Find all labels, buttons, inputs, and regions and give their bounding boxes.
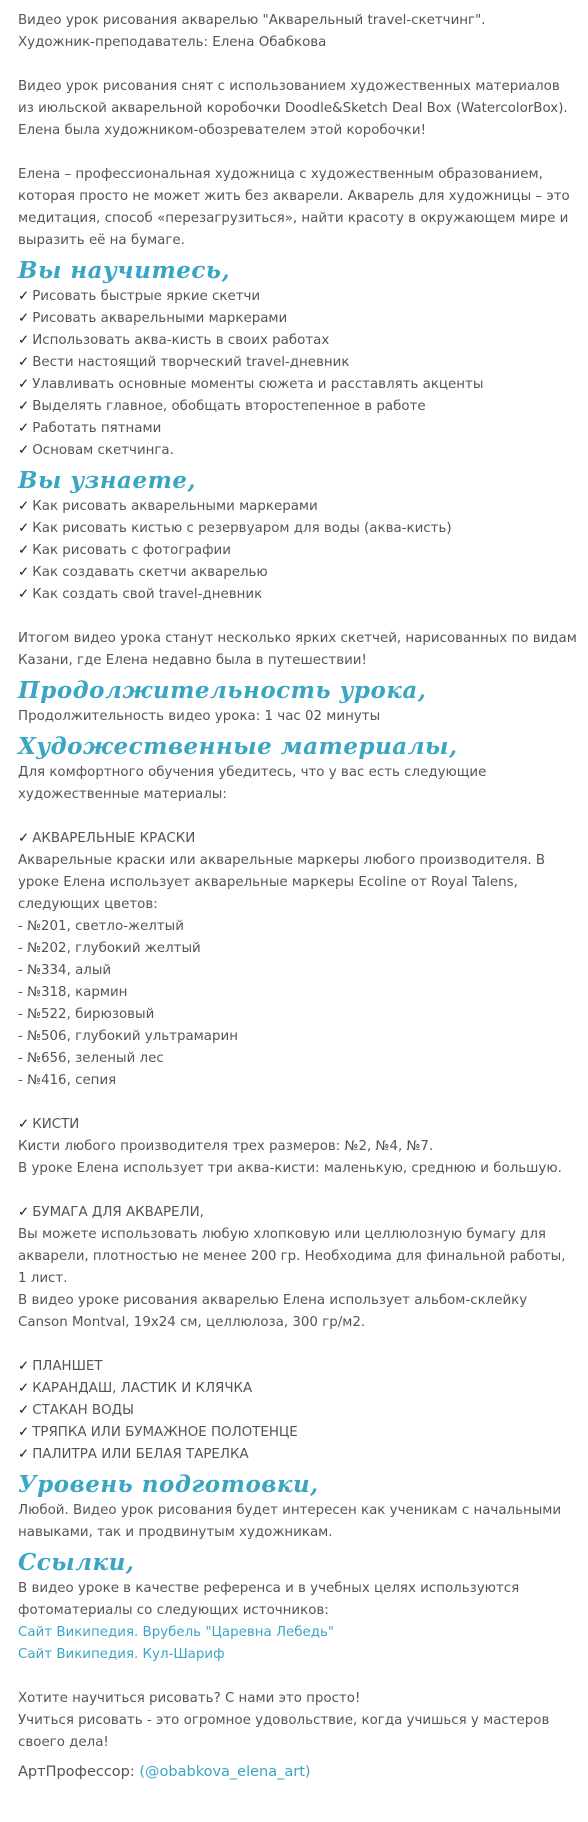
summary-text: Итогом видео урока станут несколько ярких скетчей, нарисованных по видам Казани, где Елена недавно была в путешествии! — [18, 631, 577, 668]
check-icon: ✓ — [18, 377, 30, 392]
paper-text-1: Вы можете использовать любую хлопковую или целлюлозную бумагу для акварели, плотностью не менее 200 гр. Необходима для финальной работы, 1 лист. — [18, 1227, 566, 1286]
paints-title: ✓ АКВАРЕЛЬНЫЕ КРАСКИ — [18, 831, 196, 846]
paper-text-2: В видео уроке рисования акварелью Елена использует альбом-склейку Canson Montval, 19x24 см, целлюлоза, 300 гр/м2. — [18, 1293, 528, 1330]
list-item: - №334, алый — [18, 963, 112, 978]
list-item: - №506, глубокий ультрамарин — [18, 1029, 238, 1044]
list-item: - №318, кармин — [18, 985, 128, 1000]
list-item: - №656, зеленый лес — [18, 1051, 164, 1066]
brushes-line-1: Кисти любого производителя трех размеров: №2, №4, №7. — [18, 1139, 434, 1154]
list-item: ✓ Выделять главное, обобщать второстепенное в работе — [18, 399, 426, 414]
materials-intro: Для комфортного обучения убедитесь, что у вас есть следующие художественные материалы: — [18, 765, 487, 802]
check-icon: ✓ — [18, 421, 30, 436]
list-item: ✓ ПЛАНШЕТ — [18, 1359, 103, 1374]
materials-heading: Художественные материалы, — [18, 733, 458, 760]
check-icon: ✓ — [18, 521, 30, 536]
list-item: ✓ Основам скетчинга. — [18, 443, 174, 458]
check-icon: ✓ — [18, 499, 30, 514]
intro-paragraph-2: Елена – профессиональная художница с художественным образованием, которая просто не может жить без акварели. Акварель для художницы – это медитация, способ «перезагрузиться», найти красоту в окружающем мире и выразить её на бумаге. — [18, 167, 570, 248]
list-item: ✓ Как создать свой travel-дневник — [18, 587, 263, 602]
list-item: ✓ Рисовать акварельными маркерами — [18, 311, 288, 326]
paper-title: ✓ БУМАГА ДЛЯ АКВАРЕЛИ, — [18, 1205, 204, 1220]
outro-line-2: Учиться рисовать - это огромное удовольствие, когда учишься у мастеров своего дела! — [18, 1713, 550, 1750]
list-item: ✓ Вести настоящий творческий travel-дневник — [18, 355, 350, 370]
list-item: ✓ КАРАНДАШ, ЛАСТИК И КЛЯЧКА — [18, 1381, 253, 1396]
level-text: Любой. Видео урок рисования будет интересен как ученикам с начальными навыками, так и продвинутым художникам. — [18, 1503, 562, 1540]
outro-line-1: Хотите научиться рисовать? С нами это просто! — [18, 1691, 361, 1706]
check-icon: ✓ — [18, 443, 30, 458]
check-icon: ✓ — [18, 311, 30, 326]
check-icon: ✓ — [18, 1425, 30, 1440]
extra-materials-list — [18, 1356, 578, 1466]
link-kul-sharif[interactable]: Сайт Википедия. Кул-Шариф — [18, 1647, 225, 1662]
check-icon: ✓ — [18, 543, 30, 558]
know-heading: Вы узнаете, — [18, 467, 197, 494]
paints-text: Акварельные краски или акварельные маркеры любого производителя. В уроке Елена использует акварельные маркеры Ecoline от Royal Talens, следующих цветов: — [18, 853, 546, 912]
author-link[interactable]: (@obabkova_elena_art) — [139, 1764, 311, 1780]
list-item: - №201, светло-желтый — [18, 919, 184, 934]
check-icon: ✓ — [18, 1381, 30, 1396]
links-text: В видео уроке в качестве референса и в учебных целях используются фотоматериалы со следующих источников: — [18, 1581, 520, 1618]
author-label: АртПрофессор: — [18, 1764, 135, 1780]
author-line — [18, 1760, 578, 1784]
list-item: - №202, глубокий желтый — [18, 941, 201, 956]
check-icon: ✓ — [18, 289, 30, 304]
list-item: ✓ ПАЛИТРА ИЛИ БЕЛАЯ ТАРЕЛКА — [18, 1447, 249, 1462]
learn-heading: Вы научитесь, — [18, 257, 231, 284]
list-item: - №416, сепия — [18, 1073, 117, 1088]
list-item: ✓ СТАКАН ВОДЫ — [18, 1403, 134, 1418]
intro-line-2: Художник-преподаватель: Елена Обабкова — [18, 35, 327, 50]
list-item: ✓ Как создавать скетчи акварелью — [18, 565, 268, 580]
check-icon: ✓ — [18, 587, 30, 602]
link-vrubel[interactable]: Сайт Википедия. Врубель "Царевна Лебедь" — [18, 1625, 335, 1640]
check-icon: ✓ — [18, 1205, 30, 1220]
list-item: ✓ Улавливать основные моменты сюжета и расставлять акценты — [18, 377, 484, 392]
list-item: ✓ ТРЯПКА ИЛИ БУМАЖНОЕ ПОЛОТЕНЦЕ — [18, 1425, 298, 1440]
list-item: ✓ Работать пятнами — [18, 421, 162, 436]
list-item: ✓ Как рисовать с фотографии — [18, 543, 231, 558]
colors-list — [18, 916, 578, 1092]
know-list — [18, 496, 578, 606]
check-icon: ✓ — [18, 399, 30, 414]
list-item: - №522, бирюзовый — [18, 1007, 155, 1022]
check-icon: ✓ — [18, 1359, 30, 1374]
brushes-line-2: В уроке Елена использует три аква-кисти: маленькую, среднюю и большую. — [18, 1161, 562, 1176]
duration-text: Продолжительность видео урока: 1 час 02 минуты — [18, 709, 381, 724]
links-heading: Ссылки, — [18, 1549, 135, 1576]
list-item: ✓ Использовать аква-кисть в своих работах — [18, 333, 330, 348]
list-item: ✓ Как рисовать кистью с резервуаром для воды (аква-кисть) — [18, 521, 452, 536]
check-icon: ✓ — [18, 565, 30, 580]
check-icon: ✓ — [18, 333, 30, 348]
duration-heading: Продолжительность урока, — [18, 677, 427, 704]
brushes-title: ✓ КИСТИ — [18, 1117, 80, 1132]
check-icon: ✓ — [18, 355, 30, 370]
check-icon: ✓ — [18, 831, 30, 846]
intro-paragraph-1: Видео урок рисования снят с использованием художественных материалов из июльской акварельной коробочки Doodle&Sketch Deal Box (WatercolorBox). Елена была художником-обозревателем этой коробочки! — [18, 79, 568, 138]
list-item: ✓ Рисовать быстрые яркие скетчи — [18, 289, 261, 304]
intro-line-1: Видео урок рисования акварелью "Акварельный travel-скетчинг". — [18, 13, 486, 28]
list-item: ✓ Как рисовать акварельными маркерами — [18, 499, 318, 514]
check-icon: ✓ — [18, 1117, 30, 1132]
level-heading: Уровень подготовки, — [18, 1471, 319, 1498]
learn-list — [18, 286, 578, 462]
check-icon: ✓ — [18, 1447, 30, 1462]
check-icon: ✓ — [18, 1403, 30, 1418]
